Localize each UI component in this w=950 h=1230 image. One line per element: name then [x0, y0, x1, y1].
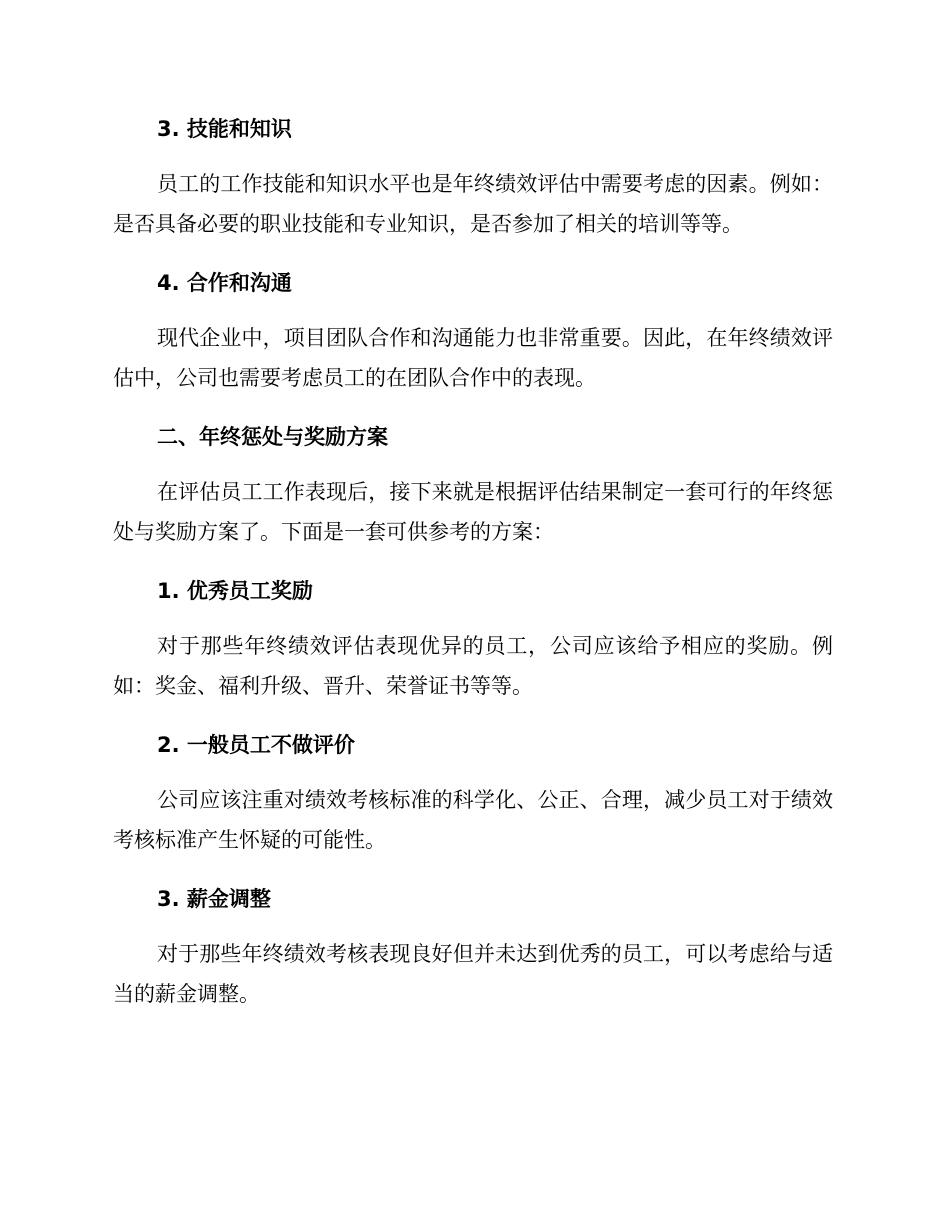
spacer: [113, 304, 833, 318]
spacer: [113, 860, 833, 878]
spacer: [113, 150, 833, 164]
section-paragraph-excellent-reward: 对于那些年终绩效评估表现优异的员工，公司应该给予相应的奖励。例如：奖金、福利升级、晋升、荣誉证书等等。: [113, 634, 833, 698]
spacer: [113, 398, 833, 416]
section-paragraph-rewards-plan: 在评估员工工作表现后，接下来就是根据评估结果制定一套可行的年终惩处与奖励方案了。下面是一套可供参考的方案：: [113, 480, 833, 544]
section-heading-excellent-reward: 1. 优秀员工奖励: [157, 579, 313, 603]
section-heading-salary-adjustment: 3. 薪金调整: [157, 887, 271, 911]
spacer: [113, 706, 833, 724]
spacer: [113, 612, 833, 626]
section-heading-general-staff: 2. 一般员工不做评价: [157, 733, 355, 757]
section-heading-skills: 3. 技能和知识: [157, 117, 292, 141]
document-page: [113, 108, 833, 1014]
spacer: [113, 552, 833, 570]
section-paragraph-cooperation: 现代企业中，项目团队合作和沟通能力也非常重要。因此，在年终绩效评估中，公司也需要考虑员工的在团队合作中的表现。: [113, 326, 833, 390]
section-paragraph-salary-adjustment: 对于那些年终绩效考核表现良好但并未达到优秀的员工，可以考虑给与适当的薪金调整。: [113, 942, 833, 1006]
spacer: [113, 244, 833, 262]
section-paragraph-general-staff: 公司应该注重对绩效考核标准的科学化、公正、合理，减少员工对于绩效考核标准产生怀疑的可能性。: [113, 788, 833, 852]
spacer: [113, 920, 833, 934]
section-heading-rewards-plan: 二、年终惩处与奖励方案: [157, 425, 388, 449]
spacer: [113, 458, 833, 472]
section-paragraph-skills: 员工的工作技能和知识水平也是年终绩效评估中需要考虑的因素。例如：是否具备必要的职业技能和专业知识，是否参加了相关的培训等等。: [113, 172, 833, 236]
section-heading-cooperation: 4. 合作和沟通: [157, 271, 292, 295]
spacer: [113, 766, 833, 780]
